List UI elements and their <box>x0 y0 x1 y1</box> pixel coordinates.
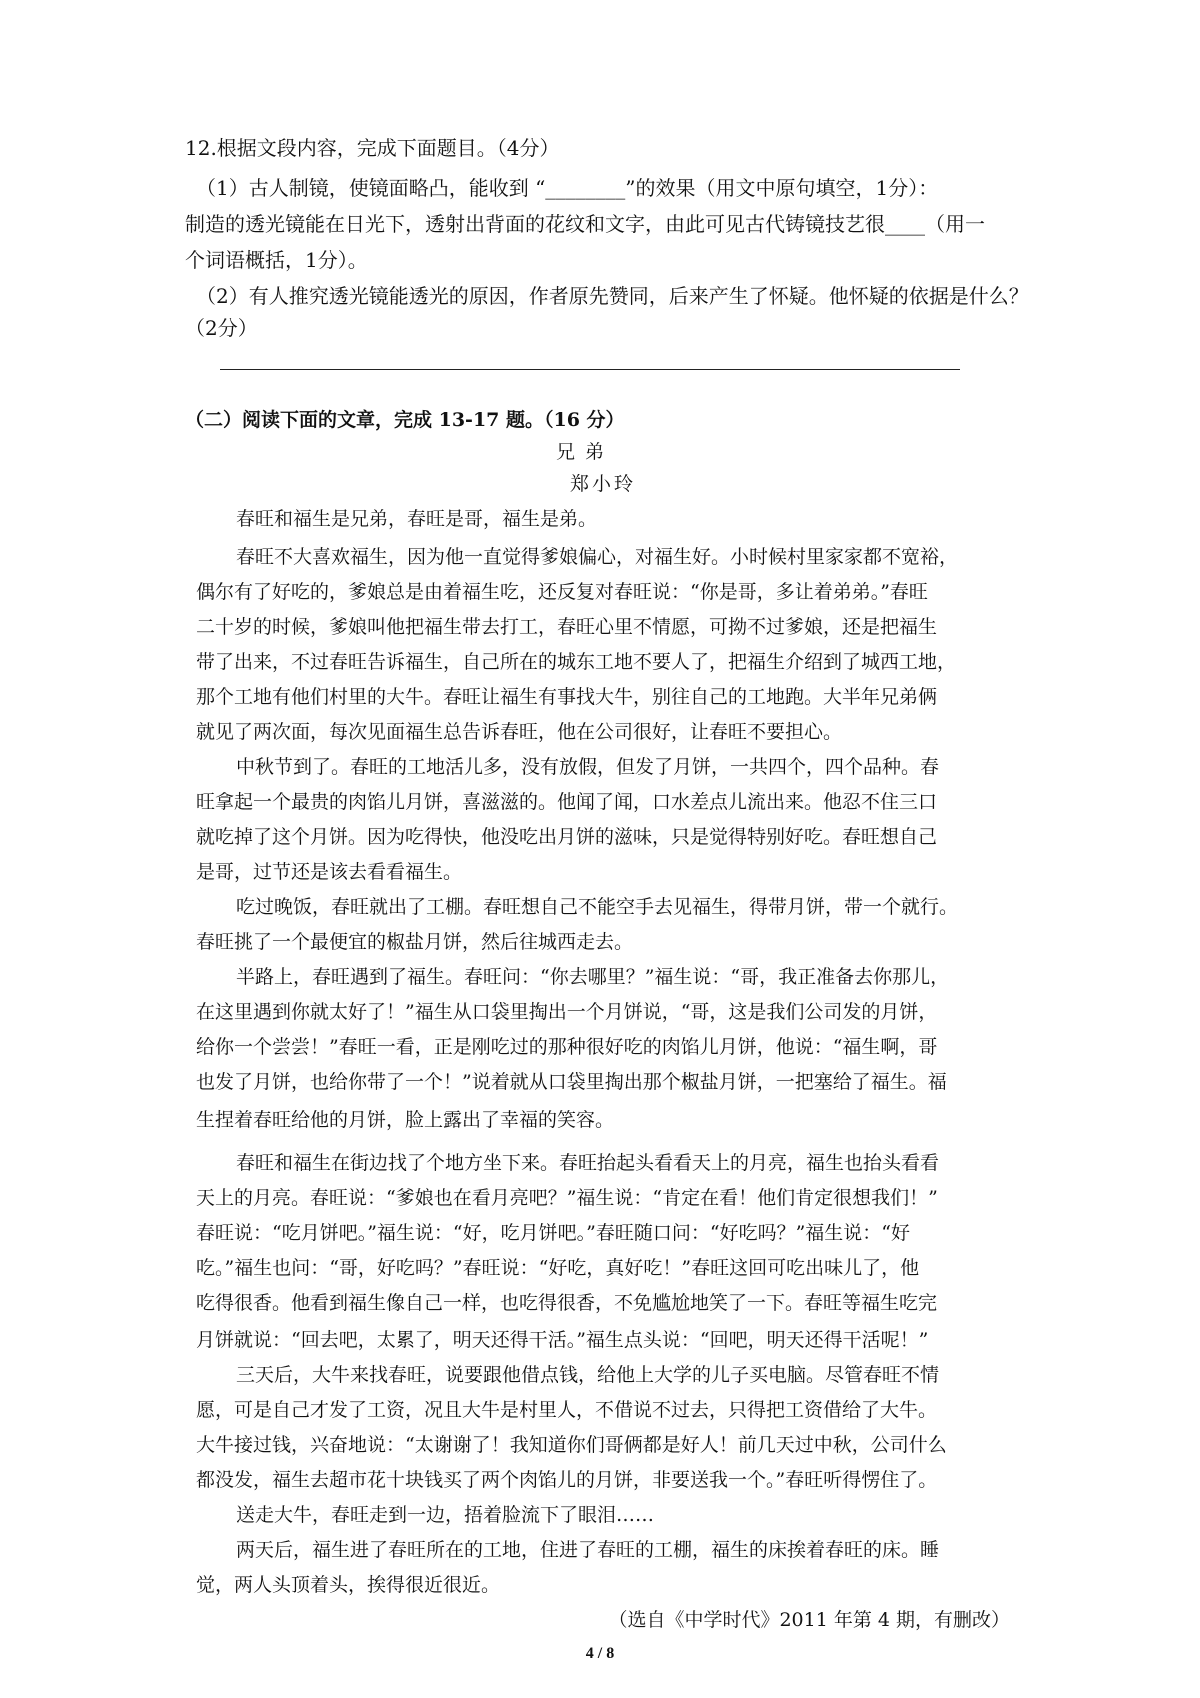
article-line: 两天后，福生进了春旺所在的工地，住进了春旺的工棚，福生的床挨着春旺的床。睡 <box>236 1539 940 1561</box>
article-line: 吃。”福生也问：“哥，好吃吗？”春旺说：“好吃，真好吃！”春旺这回可吃出味儿了，他 <box>196 1257 920 1279</box>
article-line: 就吃掉了这个月饼。因为吃得快，他没吃出月饼的滋味，只是觉得特别好吃。春旺想自己 <box>196 826 938 848</box>
article-line: 春旺和福生是兄弟，春旺是哥，福生是弟。 <box>236 508 598 530</box>
q12-heading: 12.根据文段内容，完成下面题目。（4分） <box>185 136 560 160</box>
page-number: 4 / 8 <box>585 1645 615 1662</box>
article-line: 春旺挑了一个最便宜的椒盐月饼，然后往城西走去。 <box>196 931 634 953</box>
article-line: 春旺说：“吃月饼吧。”福生说：“好，吃月饼吧。”春旺随口问：“好吃吗？”福生说：“好 <box>196 1222 910 1244</box>
article-line: 大牛接过钱，兴奋地说：“太谢谢了！我知道你们哥俩都是好人！前几天过中秋，公司什么 <box>196 1434 947 1456</box>
article-line: 生捏着春旺给他的月饼，脸上露出了幸福的笑容。 <box>196 1109 615 1131</box>
article-line: 也发了月饼，也给你带了一个！”说着就从口袋里掏出那个椒盐月饼，一把塞给了福生。福 <box>196 1071 947 1093</box>
answer-line[interactable] <box>220 369 960 370</box>
article-line: 中秋节到了。春旺的工地活儿多，没有放假，但发了月饼，一共四个，四个品种。春 <box>236 756 940 778</box>
article-line: 是哥，过节还是该去看看福生。 <box>196 861 463 883</box>
q12-part1-line2: 制造的透光镜能在日光下，透射出背面的花纹和文字，由此可见古代铸镜技艺很____（用一 <box>185 212 985 236</box>
article-title: 兄 弟 <box>556 441 607 463</box>
article-line: 二十岁的时候，爹娘叫他把福生带去打工，春旺心里不情愿，可拗不过爹娘，还是把福生 <box>196 616 938 638</box>
article-line: 偶尔有了好吃的，爹娘总是由着福生吃，还反复对春旺说：“你是哥，多让着弟弟。”春旺 <box>196 581 928 603</box>
article-line: 春旺和福生在街边找了个地方坐下来。春旺抬起头看看天上的月亮，福生也抬头看看 <box>236 1152 940 1174</box>
article-line: 送走大牛，春旺走到一边，捂着脸流下了眼泪…… <box>236 1504 655 1526</box>
section-heading: （二）阅读下面的文章，完成 13-17 题。（16 分） <box>185 409 625 431</box>
article-line: 旺拿起一个最贵的肉馅儿月饼，喜滋滋的。他闻了闻，口水差点儿流出来。他忍不住三口 <box>196 791 938 813</box>
article-line: 春旺不大喜欢福生，因为他一直觉得爹娘偏心，对福生好。小时候村里家家都不宽裕， <box>236 546 959 568</box>
q12-part2-line1: （2）有人推究透光镜能透光的原因，作者原先赞同，后来产生了怀疑。他怀疑的依据是什么？ <box>196 284 1029 308</box>
article-author: 郑小玲 <box>570 473 637 495</box>
article-line: 吃过晚饭，春旺就出了工棚。春旺想自己不能空手去见福生，得带月饼，带一个就行。 <box>236 896 959 918</box>
article-line: 带了出来，不过春旺告诉福生，自己所在的城东工地不要人了，把福生介绍到了城西工地， <box>196 651 957 673</box>
article-line: 给你一个尝尝！”春旺一看，正是刚吃过的那种很好吃的肉馅儿月饼，他说：“福生啊，哥 <box>196 1036 938 1058</box>
article-line: 三天后，大牛来找春旺，说要跟他借点钱，给他上大学的儿子买电脑。尽管春旺不情 <box>236 1364 940 1386</box>
q12-part1-line3: 个词语概括，1分）。 <box>185 248 368 272</box>
q12-part1-line1: （1）古人制镜，使镜面略凸，能收到 “________”的效果（用文中原句填空，1分）： <box>196 176 939 200</box>
article-line: 在这里遇到你就太好了！”福生从口袋里掏出一个月饼说，“哥，这是我们公司发的月饼， <box>196 1001 938 1023</box>
article-line: 就见了两次面，每次见面福生总告诉春旺，他在公司很好，让春旺不要担心。 <box>196 721 843 743</box>
article-line: 天上的月亮。春旺说：“爹娘也在看月亮吧？”福生说：“肯定在看！他们肯定很想我们！” <box>196 1187 938 1209</box>
article-line: 吃得很香。他看到福生像自己一样，也吃得很香，不免尴尬地笑了一下。春旺等福生吃完 <box>196 1292 938 1314</box>
article-line: 那个工地有他们村里的大牛。春旺让福生有事找大牛，别往自己的工地跑。大半年兄弟俩 <box>196 686 938 708</box>
article-line: 觉，两人头顶着头，挨得很近很近。 <box>196 1574 501 1596</box>
article-line: 月饼就说：“回去吧，太累了，明天还得干活。”福生点头说：“回吧，明天还得干活呢！” <box>196 1329 929 1351</box>
article-line: 都没发，福生去超市花十块钱买了两个肉馅儿的月饼，非要送我一个。”春旺听得愣住了。 <box>196 1469 938 1491</box>
q12-part2-line2: （2分） <box>185 316 258 340</box>
article-line: 半路上，春旺遇到了福生。春旺问：“你去哪里？”福生说：“哥，我正准备去你那儿， <box>236 966 950 988</box>
article-line: 愿，可是自己才发了工资，况且大牛是村里人，不借说不过去，只得把工资借给了大牛。 <box>196 1399 938 1421</box>
source-citation: （选自《中学时代》2011 年第 4 期，有删改） <box>608 1609 1010 1631</box>
